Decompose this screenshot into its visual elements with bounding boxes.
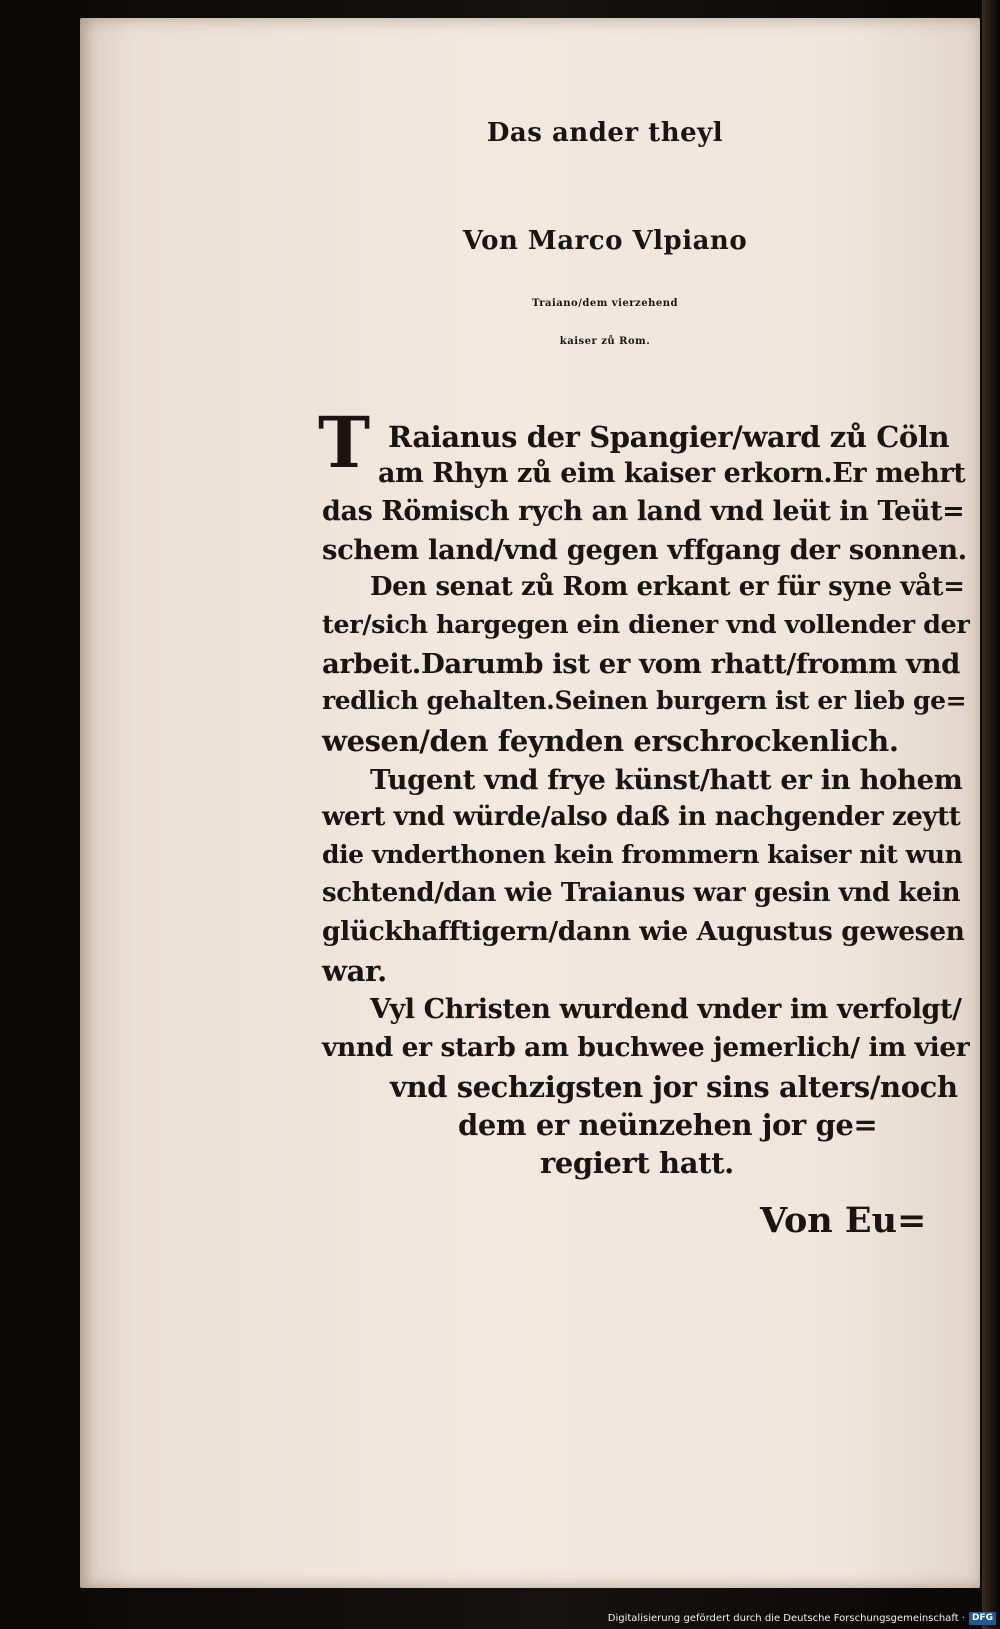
page-text-block bbox=[80, 18, 980, 1588]
heading-part-title: Das ander theyl bbox=[486, 118, 724, 148]
heading-subtitle-line-1: Traiano/dem vierzehend bbox=[532, 298, 678, 309]
body-line: redlich gehalten.Seinen burgern ist er lieb ge= bbox=[322, 686, 967, 715]
body-line: glückhafftigern/dann wie Augustus gewesen bbox=[322, 916, 965, 947]
body-line: schem land/vnd gegen vffgang der sonnen. bbox=[322, 534, 967, 566]
body-line: Tugent vnd frye künst/hatt er in hohem bbox=[370, 764, 963, 796]
body-line: regiert hatt. bbox=[540, 1146, 734, 1180]
body-line: wesen/den feynden erschrockenlich. bbox=[322, 724, 899, 758]
body-line: arbeit.Darumb ist er vom rhatt/fromm vnd bbox=[322, 648, 960, 680]
body-line: am Rhyn zů eim kaiser erkorn.Er mehrt bbox=[378, 458, 966, 489]
body-line: Vyl Christen wurdend vnder im verfolgt/ bbox=[370, 994, 962, 1025]
heading-subtitle-line-2: kaiser zů Rom. bbox=[559, 336, 651, 347]
body-line: schtend/dan wie Traianus war gesin vnd kein bbox=[322, 878, 961, 908]
body-line: ter/sich hargegen ein diener vnd vollender der bbox=[322, 610, 970, 640]
body-line: vnd sechzigsten jor sins alters/noch bbox=[390, 1070, 958, 1104]
body-line: vnnd er starb am buchwee jemerlich/ im vier bbox=[322, 1032, 970, 1063]
body-line: Den senat zů Rom erkant er für syne våt= bbox=[370, 572, 965, 602]
body-line: wert vnd würde/also daß in nachgender zeytt bbox=[322, 802, 961, 832]
book-edge bbox=[982, 0, 1000, 1629]
dfg-logo-icon: DFG bbox=[969, 1612, 996, 1625]
drop-cap: T bbox=[318, 401, 371, 484]
body-line: das Römisch rych an land vnd leüt in Teüt= bbox=[322, 496, 965, 527]
body-line: die vnderthonen kein frommern kaiser nit wun bbox=[322, 840, 963, 869]
book-page bbox=[80, 18, 980, 1588]
body-line: dem er neünzehen jor ge= bbox=[458, 1108, 878, 1142]
digitization-footer bbox=[600, 1611, 1000, 1626]
heading-subject: Von Marco Vlpiano bbox=[462, 226, 748, 256]
body-line: Raianus der Spangier/ward zů Cöln bbox=[388, 420, 950, 454]
funding-notice: Digitalisierung gefördert durch die Deutsche Forschungsgemeinschaft · bbox=[607, 1613, 965, 1624]
body-line: war. bbox=[322, 954, 387, 988]
catchword: Von Eu= bbox=[760, 1200, 927, 1241]
